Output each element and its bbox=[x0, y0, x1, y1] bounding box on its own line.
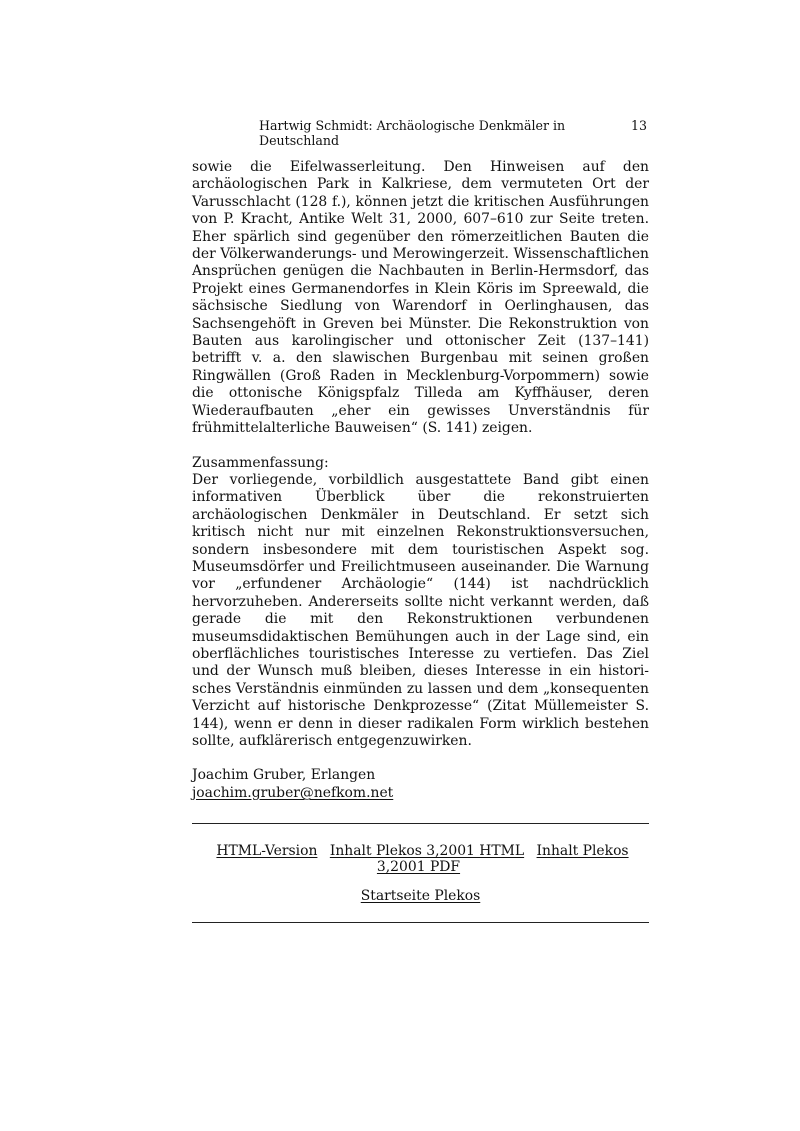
html-version-link[interactable]: HTML-Version bbox=[216, 843, 318, 860]
running-header bbox=[192, 118, 649, 148]
contents-html-link[interactable]: Inhalt Plekos 3,2001 HTML bbox=[329, 843, 525, 860]
contents-pdf-link[interactable]: Inhalt Plekos 3,2001 PDF bbox=[376, 843, 629, 876]
home-link[interactable]: Startseite Plekos bbox=[360, 888, 481, 905]
reviewer-email-link[interactable]: joachim.gruber@nefkom.net bbox=[192, 784, 394, 801]
summary-heading: Zusammenfassung: bbox=[192, 454, 329, 471]
paragraph-summary: Der vorliegende, vorbildlich ausgestattete Band gibt einen informativen Überblick über die rekonstruierten archäologischen Denkmäler in Deutschland. Er setzt sich kritisch nicht nur mit einzelnen Rekonstruktionsversuchen, sondern insbesondere mit dem touristischen Aspekt sog. Museumsdörfer und Freilichtmuseen auseinander. Die Warnung vor „erfundener Archäologie“ (144) ist nachdrücklich hervorzuheben. Andererseits sollte nicht verkannt werden, daß gerade die mit den Rekonstruktionen verbundenen museumsdidaktischen Bemühungen auch in der Lage sind, ein oberflächliches touristisches Interesse zu vertiefen. Das Ziel und der Wunsch muß bleiben, dieses Interesse in ein historisches Verständnis einmünden zu lassen und dem „konsequenten Verzicht auf historische Denkprozesse“ (Zitat Müllemeister S. 144), wenn er denn in dieser radikalen Form wirklich bestehen sollte, aufklärerisch entgegenzuwirken. bbox=[192, 471, 649, 749]
page-number: 13 bbox=[630, 118, 647, 133]
paragraph-reconstructions: sowie die Eifelwasserleitung. Den Hinweisen auf den archäologischen Park in Kalkriese, dem vermuteten Ort der Varusschlacht (128 f.), können jetzt die kritischen Ausführungen von P. Kracht, Antike Welt 31, 2000, 607–610 zur Seite treten. Eher spärlich sind gegenüber den römerzeitlichen Bauten die der Völkerwanderungs- und Merowingerzeit. Wissenschaftlichen Ansprüchen genügen die Nachbauten in Berlin-Hermsdorf, das Projekt eines Germanendorfes in Klein Köris im Spreewald, die sächsische Siedlung von Warendorf in Oerlinghausen, das Sachsengehöft in Greven bei Münster. Die Rekonstruktion von Bauten aus karolingischer und ottonischer Zeit (137–141) betrifft v. a. den slawischen Burgenbau mit seinen großen Ringwällen (Groß Raden in Mecklenburg-Vorpommern) sowie die ottonische Königspfalz Tilleda am Kyffhäuser, deren Wiederaufbauten „eher ein gewisses Unverständnis für frühmittelalterliche Bauweisen“ (S. 141) zeigen. bbox=[192, 159, 649, 437]
review-body bbox=[192, 159, 649, 802]
bottom-divider bbox=[192, 922, 649, 923]
document-page bbox=[192, 118, 649, 923]
reviewer-name: Joachim Gruber, Erlangen bbox=[192, 767, 376, 784]
home-link-row bbox=[192, 888, 649, 904]
nav-links-row bbox=[192, 843, 649, 875]
running-head-title: Hartwig Schmidt: Archäologische Denkmäler in Deutschland bbox=[259, 118, 566, 148]
